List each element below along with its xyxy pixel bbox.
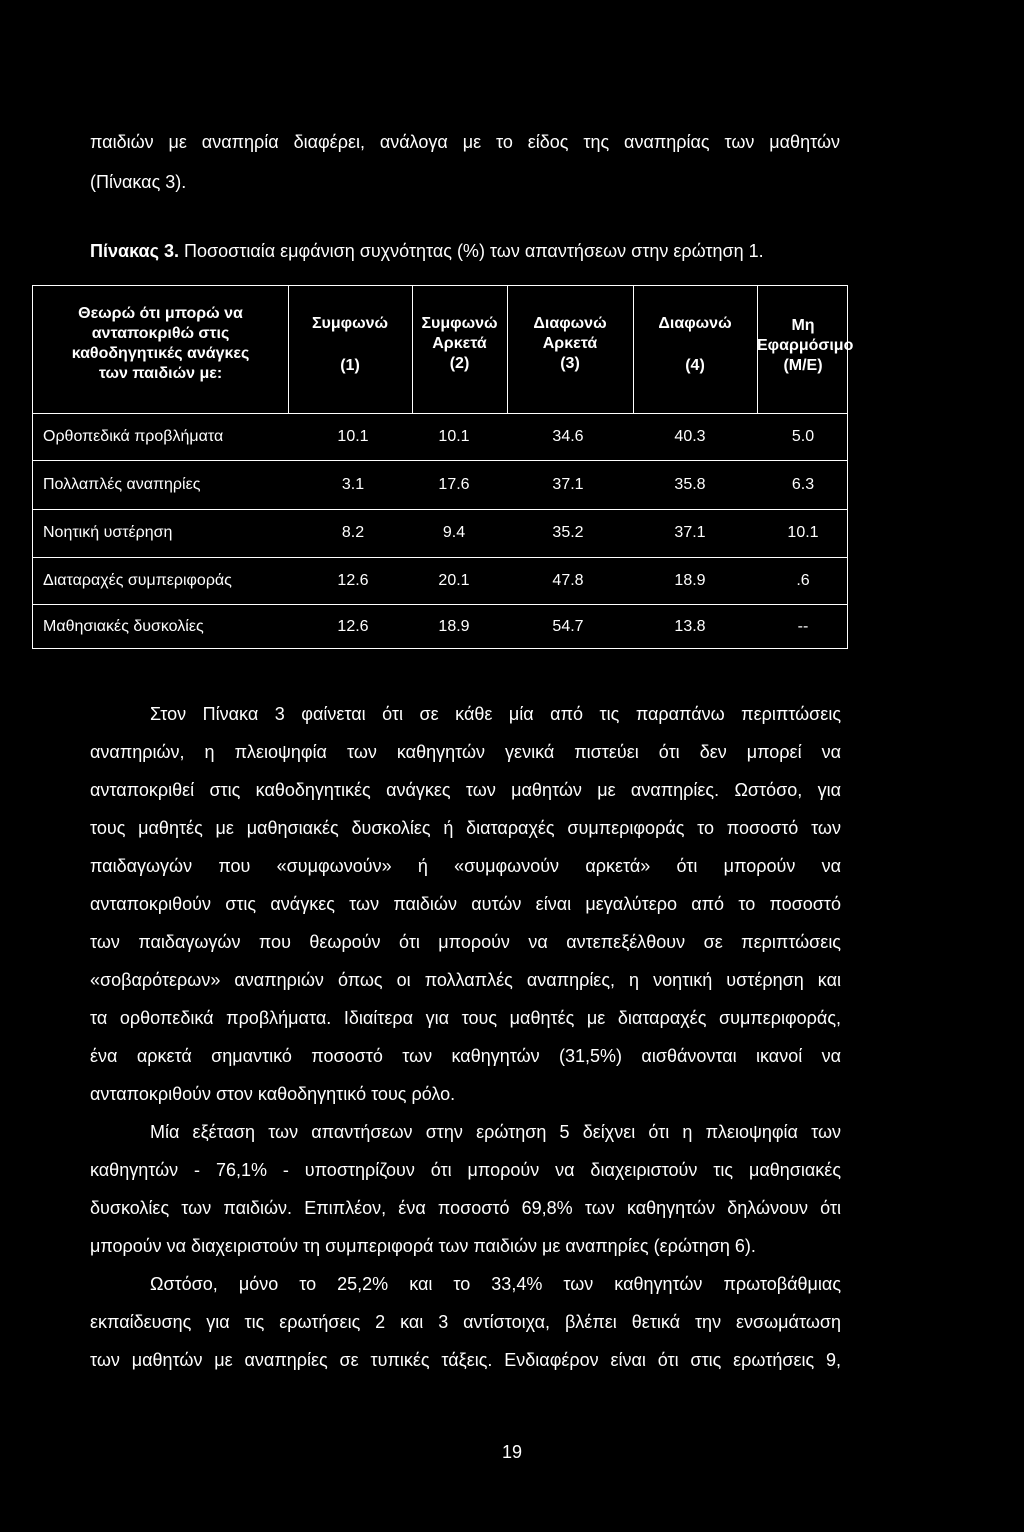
header-col-subtitle: Αρκετά bbox=[542, 335, 598, 352]
table-cell: 34.6 bbox=[552, 428, 584, 445]
table-cell: 9.4 bbox=[442, 524, 466, 541]
header-col-title: Συμφωνώ bbox=[311, 315, 389, 332]
caption-text: Ποσοστιαία εμφάνιση συχνότητας (%) των απαντήσεων στην ερώτηση 1. bbox=[178, 241, 764, 261]
text-line: παιδαγωγών που «συμφωνούν» ή «συμφωνούν αρκετά» ότι μπορούν να bbox=[90, 856, 841, 876]
table-cell: 8.2 bbox=[341, 524, 365, 541]
text-line: καθηγητών - 76,1% - υποστηρίζουν ότι μπορούν να διαχειριστούν τις μαθησιακές bbox=[90, 1160, 841, 1180]
table-cell: 12.6 bbox=[337, 618, 369, 635]
table-cell: 10.1 bbox=[787, 524, 819, 541]
table-caption bbox=[90, 238, 930, 264]
text-line: Ωστόσο, μόνο το 25,2% και το 33,4% των καθηγητών πρωτοβάθμιας bbox=[150, 1274, 841, 1294]
text-line: των μαθητών με αναπηρίες σε τυπικές τάξεις. Ενδιαφέρον είναι ότι στις ερωτήσεις 9, bbox=[90, 1350, 841, 1370]
table-cell: 20.1 bbox=[438, 572, 470, 589]
header-col-code: (3) bbox=[560, 355, 580, 372]
text-line: τους μαθητές με μαθησιακές δυσκολίες ή διαταραχές συμπεριφοράς το ποσοστό των bbox=[90, 818, 841, 838]
table-cell: 12.6 bbox=[337, 572, 369, 589]
text-line: ανταποκριθεί στις καθοδηγητικές ανάγκες των μαθητών με αναπηρίες. Ωστόσο, για bbox=[90, 780, 841, 800]
header-col-agree-quite bbox=[412, 286, 507, 413]
header-col-code: (Μ/Ε) bbox=[783, 357, 823, 374]
text-line: «σοβαρότερων» αναπηριών όπως οι πολλαπλές αναπηρίες, η νοητική υστέρηση και bbox=[90, 970, 841, 990]
caption-label: Πίνακας 3. bbox=[90, 241, 179, 261]
table-rule bbox=[33, 509, 847, 510]
header-question-line: των παιδιών με: bbox=[98, 365, 223, 382]
header-col-title: Διαφωνώ bbox=[658, 315, 732, 332]
header-question-line: Θεωρώ ότι μπορώ να bbox=[78, 305, 243, 322]
text-line: τα ορθοπεδικά προβλήματα. Ιδιαίτερα για τους μαθητές με διαταραχές συμπεριφοράς, bbox=[90, 1008, 841, 1028]
table-cell: 6.3 bbox=[791, 476, 815, 493]
table-cell: 5.0 bbox=[791, 428, 815, 445]
header-col-title: Διαφωνώ bbox=[533, 315, 607, 332]
text-line: ανταποκριθούν στις ανάγκες των παιδιών αυτών είναι μεγαλύτερο από το ποσοστό bbox=[90, 894, 841, 914]
table-cell: .6 bbox=[796, 572, 810, 589]
table-rule bbox=[33, 604, 847, 605]
row-label: Πολλαπλές αναπηρίες bbox=[43, 476, 201, 493]
table-cell: 10.1 bbox=[438, 428, 470, 445]
table-cell: 47.8 bbox=[552, 572, 584, 589]
page-number: 19 bbox=[501, 1442, 523, 1462]
table-cell: 35.8 bbox=[674, 476, 706, 493]
table-cell: 10.1 bbox=[337, 428, 369, 445]
table-cell: 37.1 bbox=[552, 476, 584, 493]
row-label: Διαταραχές συμπεριφοράς bbox=[43, 572, 232, 589]
table-cell: 54.7 bbox=[552, 618, 584, 635]
header-question-line: καθοδηγητικές ανάγκες bbox=[71, 345, 250, 362]
table-rule bbox=[33, 557, 847, 558]
text-line: Στον Πίνακα 3 φαίνεται ότι σε κάθε μία από τις παραπάνω περιπτώσεις bbox=[150, 704, 841, 724]
table-cell: 3.1 bbox=[341, 476, 365, 493]
table-cell: 17.6 bbox=[438, 476, 470, 493]
intro-line-1: παιδιών με αναπηρία διαφέρει, ανάλογα με το είδος της αναπηρίας των μαθητών bbox=[90, 132, 840, 152]
header-col-disagree bbox=[633, 286, 757, 413]
data-table bbox=[32, 285, 854, 649]
table-rule bbox=[33, 460, 847, 461]
table-cell: 18.9 bbox=[438, 618, 470, 635]
row-label: Ορθοπεδικά προβλήματα bbox=[43, 428, 224, 445]
header-col-code: (1) bbox=[340, 357, 360, 374]
text-line: δυσκολίες των παιδιών. Επιπλέον, ένα ποσοστό 69,8% των καθηγητών δηλώνουν ότι bbox=[90, 1198, 841, 1218]
header-question-line: ανταποκριθώ στις bbox=[91, 325, 230, 342]
table-cell: -- bbox=[797, 618, 809, 635]
text-line: Μία εξέταση των απαντήσεων στην ερώτηση 5 δείχνει ότι η πλειοψηφία των bbox=[150, 1122, 841, 1142]
header-col-subtitle: Αρκετά bbox=[432, 335, 487, 352]
header-col-subtitle: Εφαρμόσιμο bbox=[757, 337, 854, 354]
header-col-code: (4) bbox=[685, 357, 705, 374]
text-line: μπορούν να διαχειριστούν τη συμπεριφορά των παιδιών με αναπηρίες (ερώτηση 6). bbox=[90, 1236, 756, 1256]
header-col-not-applicable bbox=[757, 286, 854, 413]
header-col-agree bbox=[288, 286, 412, 413]
text-line: αναπηριών, η πλειοψηφία των καθηγητών γενικά πιστεύει ότι δεν μπορεί να bbox=[90, 742, 841, 762]
table-rule bbox=[33, 413, 847, 414]
text-line: των παιδαγωγών που θεωρούν ότι μπορούν να αντεπεξέλθουν σε περιπτώσεις bbox=[90, 932, 841, 952]
intro-line-2: (Πίνακας 3). bbox=[90, 172, 187, 192]
text-line: εκπαίδευσης για τις ερωτήσεις 2 και 3 αντίστοιχα, βλέπει θετικά την ενσωμάτωση bbox=[90, 1312, 841, 1332]
header-col-title: Μη bbox=[791, 317, 815, 334]
header-col-disagree-quite bbox=[507, 286, 633, 413]
header-question bbox=[33, 286, 288, 413]
row-label: Μαθησιακές δυσκολίες bbox=[43, 618, 204, 635]
table-cell: 18.9 bbox=[674, 572, 706, 589]
header-col-code: (2) bbox=[449, 355, 470, 372]
table-cell: 13.8 bbox=[674, 618, 706, 635]
row-label: Νοητική υστέρηση bbox=[43, 524, 173, 541]
text-line: ανταποκριθούν στον καθοδηγητικό τους ρόλο. bbox=[90, 1084, 456, 1104]
text-line: ένα αρκετά σημαντικό ποσοστό των καθηγητών (31,5%) αισθάνονται ικανοί να bbox=[90, 1046, 841, 1066]
table-cell: 35.2 bbox=[552, 524, 584, 541]
table-cell: 37.1 bbox=[674, 524, 706, 541]
table-cell: 40.3 bbox=[674, 428, 706, 445]
header-col-title: Συμφωνώ bbox=[421, 315, 498, 332]
intro-paragraph bbox=[90, 122, 840, 202]
